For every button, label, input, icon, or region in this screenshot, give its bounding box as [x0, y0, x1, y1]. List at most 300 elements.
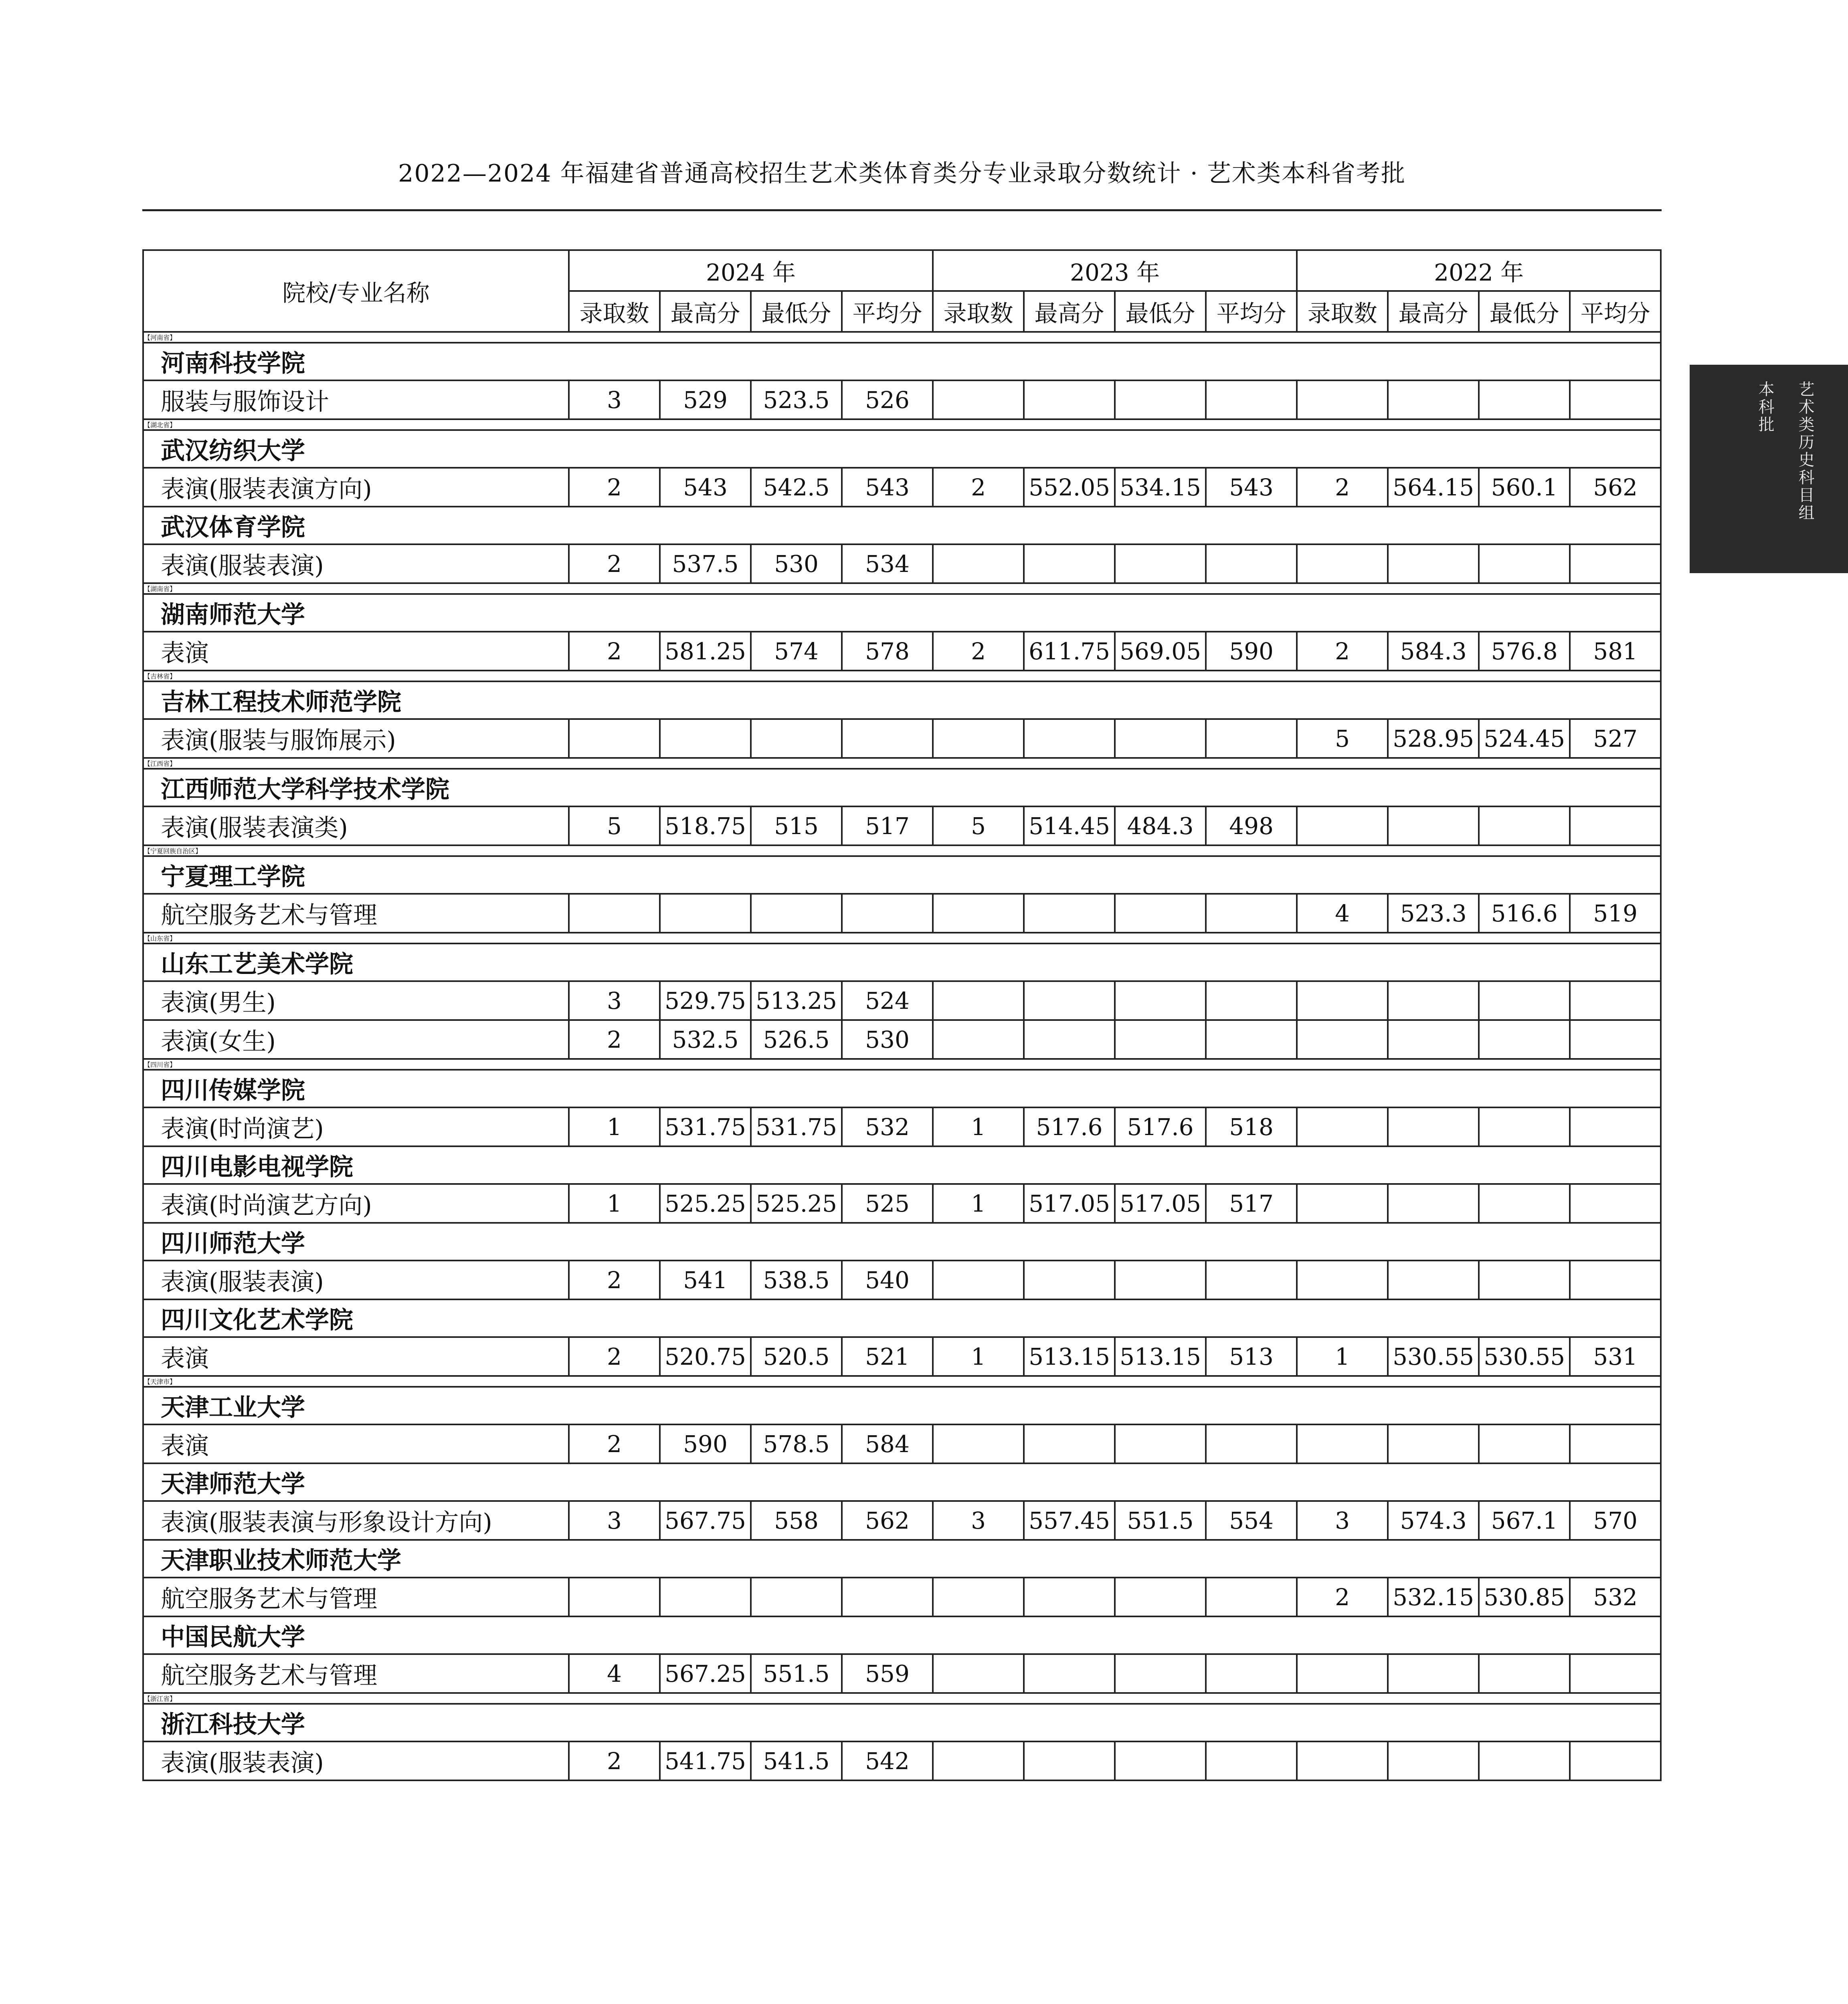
score-cell: 1 — [569, 1107, 660, 1146]
table-row — [143, 1107, 1661, 1146]
table-row — [143, 806, 1661, 845]
score-cell: 578.5 — [751, 1424, 842, 1463]
score-cell — [933, 380, 1024, 419]
score-cell: 527 — [1570, 719, 1661, 758]
score-cell: 530 — [842, 1020, 933, 1059]
score-cell — [1570, 1741, 1661, 1780]
score-cell — [1388, 380, 1479, 419]
score-cell: 531.75 — [660, 1107, 751, 1146]
score-cell — [1297, 1107, 1388, 1146]
score-cell — [1024, 1424, 1115, 1463]
major-name: 航空服务艺术与管理 — [143, 1654, 569, 1693]
score-cell — [1570, 380, 1661, 419]
province-name: 【湖北省】 — [143, 419, 1661, 430]
score-cell: 532.5 — [660, 1020, 751, 1059]
score-cell: 515 — [751, 806, 842, 845]
school-name: 武汉体育学院 — [143, 507, 1661, 544]
table-row — [143, 468, 1661, 507]
score-cell: 562 — [842, 1501, 933, 1540]
major-name: 表演(时尚演艺方向) — [143, 1184, 569, 1223]
side-tab — [1690, 365, 1848, 573]
score-cell — [1115, 1654, 1206, 1693]
score-cell — [1115, 981, 1206, 1020]
score-cell: 564.15 — [1388, 468, 1479, 507]
score-cell — [1570, 1424, 1661, 1463]
score-cell: 526 — [842, 380, 933, 419]
score-cell: 4 — [1297, 894, 1388, 933]
major-name: 表演 — [143, 1424, 569, 1463]
score-cell — [1570, 1184, 1661, 1223]
score-cell: 543 — [660, 468, 751, 507]
school-name: 江西师范大学科学技术学院 — [143, 769, 1661, 806]
header-rule — [142, 209, 1662, 211]
province-name: 【浙江省】 — [143, 1693, 1661, 1704]
score-cell — [1479, 544, 1570, 583]
score-cell: 1 — [933, 1184, 1024, 1223]
major-name: 表演 — [143, 632, 569, 671]
score-cell: 2 — [569, 632, 660, 671]
score-cell: 581 — [1570, 632, 1661, 671]
province-row — [143, 332, 1661, 343]
side-tab-category: 艺术类历史科目组 — [1796, 381, 1814, 522]
score-cell — [1388, 806, 1479, 845]
score-cell: 559 — [842, 1654, 933, 1693]
score-cell: 3 — [569, 1501, 660, 1540]
score-cell — [1024, 1261, 1115, 1299]
score-cell: 2 — [1297, 1578, 1388, 1616]
count-header: 录取数 — [569, 291, 660, 332]
score-cell: 576.8 — [1479, 632, 1570, 671]
score-cell — [1570, 1654, 1661, 1693]
province-row — [143, 1376, 1661, 1387]
score-cell — [1388, 1424, 1479, 1463]
score-cell — [1115, 1578, 1206, 1616]
school-name: 宁夏理工学院 — [143, 856, 1661, 894]
score-cell: 2 — [933, 468, 1024, 507]
score-cell: 2 — [569, 468, 660, 507]
score-cell — [1297, 981, 1388, 1020]
score-cell: 541.75 — [660, 1741, 751, 1780]
score-cell: 2 — [569, 544, 660, 583]
table-row — [143, 1578, 1661, 1616]
score-cell — [1206, 544, 1297, 583]
score-cell — [1115, 719, 1206, 758]
max-score-header: 最高分 — [660, 291, 751, 332]
school-row — [143, 1146, 1661, 1184]
score-cell: 518 — [1206, 1107, 1297, 1146]
score-cell: 562 — [1570, 468, 1661, 507]
score-cell: 542.5 — [751, 468, 842, 507]
table-row — [143, 544, 1661, 583]
score-cell: 530.55 — [1388, 1337, 1479, 1376]
score-cell: 524 — [842, 981, 933, 1020]
score-cell: 590 — [1206, 632, 1297, 671]
score-cell — [660, 1578, 751, 1616]
score-cell: 530 — [751, 544, 842, 583]
score-cell — [1206, 719, 1297, 758]
score-cell: 1 — [1297, 1337, 1388, 1376]
school-name: 山东工艺美术学院 — [143, 943, 1661, 981]
score-cell — [1479, 380, 1570, 419]
table-row — [143, 1337, 1661, 1376]
score-cell — [842, 894, 933, 933]
score-cell: 567.75 — [660, 1501, 751, 1540]
school-name: 湖南师范大学 — [143, 594, 1661, 632]
score-cell: 3 — [569, 380, 660, 419]
major-name: 表演(时尚演艺) — [143, 1107, 569, 1146]
school-name: 天津工业大学 — [143, 1387, 1661, 1424]
score-cell: 541 — [660, 1261, 751, 1299]
score-cell: 543 — [1206, 468, 1297, 507]
major-name: 表演(服装表演) — [143, 1741, 569, 1780]
score-cell — [1024, 719, 1115, 758]
score-cell: 3 — [569, 981, 660, 1020]
score-cell — [1388, 1107, 1479, 1146]
score-cell: 5 — [569, 806, 660, 845]
province-row — [143, 758, 1661, 769]
score-cell — [1388, 981, 1479, 1020]
score-cell — [1479, 1261, 1570, 1299]
school-row — [143, 943, 1661, 981]
school-row — [143, 1704, 1661, 1741]
score-cell: 557.45 — [1024, 1501, 1115, 1540]
max-score-header: 最高分 — [1024, 291, 1115, 332]
province-name: 【河南省】 — [143, 332, 1661, 343]
school-row — [143, 343, 1661, 380]
score-cell: 532 — [1570, 1578, 1661, 1616]
score-cell — [1297, 806, 1388, 845]
score-cell — [1388, 1261, 1479, 1299]
score-cell — [1570, 1020, 1661, 1059]
school-name: 浙江科技大学 — [143, 1704, 1661, 1741]
score-cell: 484.3 — [1115, 806, 1206, 845]
score-cell: 560.1 — [1479, 468, 1570, 507]
score-cell: 517.05 — [1024, 1184, 1115, 1223]
score-cell: 1 — [933, 1337, 1024, 1376]
score-cell — [1024, 1578, 1115, 1616]
school-row — [143, 1387, 1661, 1424]
score-cell — [569, 894, 660, 933]
score-cell — [1479, 1424, 1570, 1463]
side-tab-section: 本科批 — [1756, 381, 1774, 434]
score-cell: 528.95 — [1388, 719, 1479, 758]
score-cell: 513.15 — [1115, 1337, 1206, 1376]
score-cell: 1 — [933, 1107, 1024, 1146]
avg-score-header: 平均分 — [1206, 291, 1297, 332]
score-cell: 532 — [842, 1107, 933, 1146]
score-cell: 531.75 — [751, 1107, 842, 1146]
score-cell: 584 — [842, 1424, 933, 1463]
score-cell — [1297, 544, 1388, 583]
school-row — [143, 856, 1661, 894]
score-cell — [1024, 894, 1115, 933]
score-cell: 558 — [751, 1501, 842, 1540]
score-cell — [1570, 981, 1661, 1020]
score-cell — [1297, 380, 1388, 419]
school-row — [143, 769, 1661, 806]
score-cell — [1297, 1184, 1388, 1223]
score-cell — [1115, 894, 1206, 933]
table-row — [143, 719, 1661, 758]
score-cell: 520.5 — [751, 1337, 842, 1376]
score-cell: 5 — [1297, 719, 1388, 758]
score-cell: 570 — [1570, 1501, 1661, 1540]
score-cell: 520.75 — [660, 1337, 751, 1376]
score-cell: 543 — [842, 468, 933, 507]
score-cell: 3 — [933, 1501, 1024, 1540]
table-row — [143, 1020, 1661, 1059]
school-row — [143, 681, 1661, 719]
school-row — [143, 507, 1661, 544]
school-name: 天津师范大学 — [143, 1463, 1661, 1501]
score-cell: 578 — [842, 632, 933, 671]
school-name: 四川文化艺术学院 — [143, 1299, 1661, 1337]
province-row — [143, 671, 1661, 681]
score-cell — [1206, 1020, 1297, 1059]
school-row — [143, 1070, 1661, 1107]
score-cell — [1479, 1107, 1570, 1146]
major-name: 表演(服装表演类) — [143, 806, 569, 845]
score-cell — [1024, 544, 1115, 583]
score-cell: 530.55 — [1479, 1337, 1570, 1376]
score-cell — [842, 1578, 933, 1616]
score-cell: 517.05 — [1115, 1184, 1206, 1223]
score-cell: 611.75 — [1024, 632, 1115, 671]
province-name: 【吉林省】 — [143, 671, 1661, 681]
score-cell — [1479, 1741, 1570, 1780]
major-name: 表演(服装表演方向) — [143, 468, 569, 507]
score-cell — [1388, 544, 1479, 583]
score-cell: 523.3 — [1388, 894, 1479, 933]
province-name: 【宁夏回族自治区】 — [143, 845, 1661, 856]
school-name: 四川传媒学院 — [143, 1070, 1661, 1107]
score-cell: 540 — [842, 1261, 933, 1299]
score-cell: 525.25 — [751, 1184, 842, 1223]
score-cell — [1206, 1741, 1297, 1780]
score-cell: 2 — [569, 1337, 660, 1376]
score-cell: 2 — [1297, 632, 1388, 671]
year-header: 2024 年 — [569, 250, 933, 291]
score-cell — [569, 1578, 660, 1616]
score-cell — [1024, 380, 1115, 419]
province-row — [143, 933, 1661, 943]
score-cell — [1570, 1261, 1661, 1299]
score-cell: 2 — [1297, 468, 1388, 507]
avg-score-header: 平均分 — [1570, 291, 1661, 332]
score-cell: 525.25 — [660, 1184, 751, 1223]
year-header: 2022 年 — [1297, 250, 1661, 291]
score-cell — [1388, 1184, 1479, 1223]
score-cell — [933, 1578, 1024, 1616]
score-cell — [1479, 1184, 1570, 1223]
score-cell — [933, 1654, 1024, 1693]
score-cell — [751, 1578, 842, 1616]
province-row — [143, 1059, 1661, 1070]
school-row — [143, 430, 1661, 468]
school-row — [143, 1223, 1661, 1261]
score-cell — [1206, 1654, 1297, 1693]
province-name: 【江西省】 — [143, 758, 1661, 769]
name-column-header: 院校/专业名称 — [143, 250, 569, 332]
score-cell — [933, 719, 1024, 758]
score-cell — [1297, 1261, 1388, 1299]
min-score-header: 最低分 — [1115, 291, 1206, 332]
score-cell — [1115, 544, 1206, 583]
score-cell — [933, 544, 1024, 583]
major-name: 表演(女生) — [143, 1020, 569, 1059]
score-cell: 534 — [842, 544, 933, 583]
score-cell: 541.5 — [751, 1741, 842, 1780]
score-cell: 498 — [1206, 806, 1297, 845]
score-cell: 524.45 — [1479, 719, 1570, 758]
score-cell — [1388, 1020, 1479, 1059]
score-cell: 590 — [660, 1424, 751, 1463]
score-cell — [1206, 1424, 1297, 1463]
school-name: 武汉纺织大学 — [143, 430, 1661, 468]
score-cell — [1388, 1654, 1479, 1693]
page-header: 2022—2024 年福建省普通高校招生艺术类体育类分专业录取分数统计 · 艺术类本科省考批 — [398, 160, 1406, 188]
major-name: 服装与服饰设计 — [143, 380, 569, 419]
score-cell — [1297, 1424, 1388, 1463]
province-name: 【天津市】 — [143, 1376, 1661, 1387]
year-header: 2023 年 — [933, 250, 1297, 291]
admission-score-table-wrap — [142, 249, 1662, 1781]
score-cell — [933, 1424, 1024, 1463]
score-cell — [1570, 806, 1661, 845]
table-row — [143, 1501, 1661, 1540]
score-cell — [1024, 1020, 1115, 1059]
score-cell: 584.3 — [1388, 632, 1479, 671]
school-name: 四川电影电视学院 — [143, 1146, 1661, 1184]
score-cell — [1024, 1741, 1115, 1780]
major-name: 表演(男生) — [143, 981, 569, 1020]
score-cell: 530.85 — [1479, 1578, 1570, 1616]
score-cell: 519 — [1570, 894, 1661, 933]
score-cell — [1206, 1578, 1297, 1616]
school-name: 河南科技学院 — [143, 343, 1661, 380]
score-cell: 542 — [842, 1741, 933, 1780]
score-cell — [1115, 1424, 1206, 1463]
score-cell — [842, 719, 933, 758]
score-cell — [1115, 1020, 1206, 1059]
score-cell — [933, 981, 1024, 1020]
score-cell — [1206, 1261, 1297, 1299]
score-cell: 567.1 — [1479, 1501, 1570, 1540]
school-row — [143, 1540, 1661, 1578]
table-row — [143, 632, 1661, 671]
province-name: 【四川省】 — [143, 1059, 1661, 1070]
school-name: 四川师范大学 — [143, 1223, 1661, 1261]
score-cell — [933, 1020, 1024, 1059]
province-row — [143, 1693, 1661, 1704]
score-cell — [1115, 1261, 1206, 1299]
score-cell — [1570, 1107, 1661, 1146]
score-cell: 2 — [569, 1741, 660, 1780]
major-name: 表演(服装表演与形象设计方向) — [143, 1501, 569, 1540]
table-body — [143, 332, 1661, 1780]
major-name: 航空服务艺术与管理 — [143, 894, 569, 933]
province-name: 【山东省】 — [143, 933, 1661, 943]
min-score-header: 最低分 — [1479, 291, 1570, 332]
max-score-header: 最高分 — [1388, 291, 1479, 332]
score-cell: 538.5 — [751, 1261, 842, 1299]
table-row — [143, 1261, 1661, 1299]
score-cell: 513.25 — [751, 981, 842, 1020]
score-cell — [1479, 1020, 1570, 1059]
score-cell — [751, 894, 842, 933]
school-name: 中国民航大学 — [143, 1616, 1661, 1654]
score-cell: 517.6 — [1115, 1107, 1206, 1146]
score-cell: 514.45 — [1024, 806, 1115, 845]
score-cell: 537.5 — [660, 544, 751, 583]
score-cell: 569.05 — [1115, 632, 1206, 671]
score-cell: 529.75 — [660, 981, 751, 1020]
score-cell: 2 — [569, 1020, 660, 1059]
score-cell: 574.3 — [1388, 1501, 1479, 1540]
province-row — [143, 419, 1661, 430]
score-cell: 516.6 — [1479, 894, 1570, 933]
score-cell: 574 — [751, 632, 842, 671]
score-cell — [933, 1741, 1024, 1780]
score-cell: 567.25 — [660, 1654, 751, 1693]
score-cell — [1206, 981, 1297, 1020]
score-cell — [933, 1261, 1024, 1299]
score-cell: 518.75 — [660, 806, 751, 845]
score-cell — [1024, 1654, 1115, 1693]
province-row — [143, 845, 1661, 856]
score-cell: 532.15 — [1388, 1578, 1479, 1616]
score-cell — [1479, 1654, 1570, 1693]
score-cell — [1297, 1741, 1388, 1780]
score-cell: 551.5 — [1115, 1501, 1206, 1540]
school-name: 吉林工程技术师范学院 — [143, 681, 1661, 719]
table-row — [143, 1424, 1661, 1463]
score-cell: 4 — [569, 1654, 660, 1693]
school-row — [143, 1299, 1661, 1337]
score-cell — [751, 719, 842, 758]
score-cell — [933, 894, 1024, 933]
admission-score-table — [142, 249, 1662, 1781]
table-row — [143, 1741, 1661, 1780]
score-cell — [1297, 1654, 1388, 1693]
score-cell: 513 — [1206, 1337, 1297, 1376]
table-row — [143, 380, 1661, 419]
avg-score-header: 平均分 — [842, 291, 933, 332]
table-row — [143, 1654, 1661, 1693]
score-cell: 2 — [569, 1261, 660, 1299]
score-cell — [660, 719, 751, 758]
score-cell: 517.6 — [1024, 1107, 1115, 1146]
score-cell: 521 — [842, 1337, 933, 1376]
score-cell: 529 — [660, 380, 751, 419]
score-cell: 551.5 — [751, 1654, 842, 1693]
score-cell: 513.15 — [1024, 1337, 1115, 1376]
score-cell: 517 — [842, 806, 933, 845]
score-cell — [1024, 981, 1115, 1020]
score-cell: 1 — [569, 1184, 660, 1223]
score-cell: 2 — [569, 1424, 660, 1463]
score-cell — [1388, 1741, 1479, 1780]
province-row — [143, 583, 1661, 594]
major-name: 表演(服装表演) — [143, 1261, 569, 1299]
score-cell — [1297, 1020, 1388, 1059]
score-cell: 581.25 — [660, 632, 751, 671]
major-name: 航空服务艺术与管理 — [143, 1578, 569, 1616]
score-cell — [660, 894, 751, 933]
school-row — [143, 1463, 1661, 1501]
score-cell — [1115, 380, 1206, 419]
score-cell — [1206, 380, 1297, 419]
